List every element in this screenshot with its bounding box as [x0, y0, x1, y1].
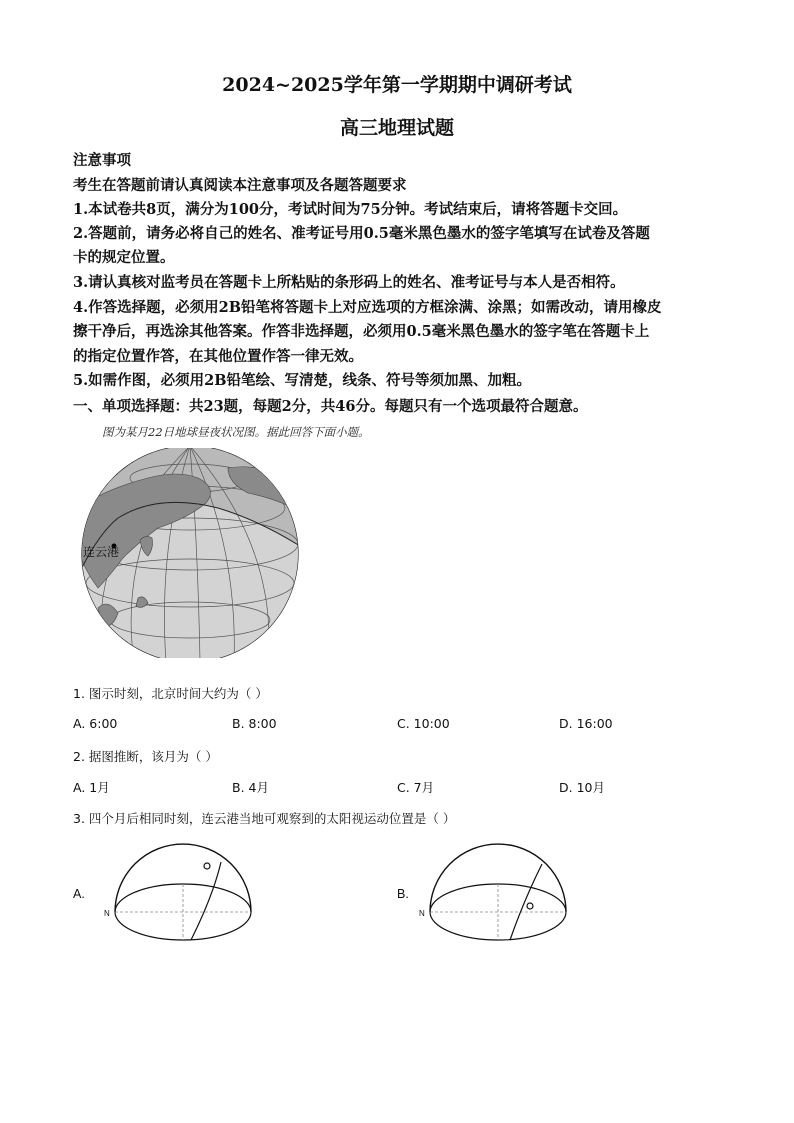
sky-dome-b	[418, 836, 578, 946]
sun-position-b	[527, 903, 533, 909]
option-2d[interactable]: D. 10月	[559, 780, 605, 795]
globe-figure	[78, 448, 318, 658]
notice-line: 擦干净后，再选涂其他答案。作答非选择题，必须用0.5毫米黑色墨水的签字笔在答题卡上	[73, 323, 650, 340]
notice-line: 考生在答题前请认真阅读本注意事项及各题答题要求	[73, 177, 407, 194]
exam-title: 2024~2025学年第一学期期中调研考试	[222, 74, 572, 96]
notice-line: 卡的规定位置。	[73, 249, 175, 266]
notice-line: 2.答题前，请务必将自己的姓名、准考证号用0.5毫米黑色墨水的签字笔填写在试卷及答题	[73, 225, 650, 242]
option-2a[interactable]: A. 1月	[73, 780, 110, 795]
svg-text:N: N	[419, 909, 425, 918]
notice-line: 3.请认真核对监考员在答题卡上所粘贴的条形码上的姓名、准考证号与本人是否相符。	[73, 274, 625, 291]
sun-position-a	[204, 863, 210, 869]
figure-b-label[interactable]: B.	[397, 887, 409, 901]
notice-line: 的指定位置作答，在其他位置作答一律无效。	[73, 348, 363, 365]
question-2: 2. 据图推断，该月为（ ）	[73, 749, 218, 764]
option-2c[interactable]: C. 7月	[397, 780, 435, 795]
notice-heading: 注意事项	[73, 152, 131, 169]
figure-a-label[interactable]: A.	[73, 887, 85, 901]
notice-line: 1.本试卷共8页，满分为100分，考试时间为75分钟。考试结束后，请将答题卡交回。	[73, 201, 628, 218]
exam-subtitle: 高三地理试题	[339, 117, 454, 139]
figure-caption: 图为某月22日地球昼夜状况图。据此回答下面小题。	[102, 425, 370, 439]
sky-dome-a	[103, 836, 263, 946]
notice-line: 5.如需作图，必须用2B铅笔绘、写清楚，线条、符号等须加黑、加粗。	[73, 372, 531, 389]
section-heading: 一、单项选择题：共23题，每题2分，共46分。每题只有一个选项最符合题意。	[73, 398, 588, 415]
question-1: 1. 图示时刻，北京时间大约为（ ）	[73, 686, 268, 701]
svg-text:N: N	[104, 909, 110, 918]
option-2b[interactable]: B. 4月	[232, 780, 269, 795]
option-1b[interactable]: B. 8:00	[232, 716, 277, 731]
notice-line: 4.作答选择题，必须用2B铅笔将答题卡上对应选项的方框涂满、涂黑；如需改动，请用橡皮	[73, 299, 662, 316]
option-1a[interactable]: A. 6:00	[73, 716, 118, 731]
option-1d[interactable]: D. 16:00	[559, 716, 613, 731]
option-1c[interactable]: C. 10:00	[397, 716, 450, 731]
question-3: 3. 四个月后相同时刻，连云港当地可观察到的太阳视运动位置是（ ）	[73, 811, 456, 826]
map-label-lianyungang: 连云港	[83, 545, 120, 559]
